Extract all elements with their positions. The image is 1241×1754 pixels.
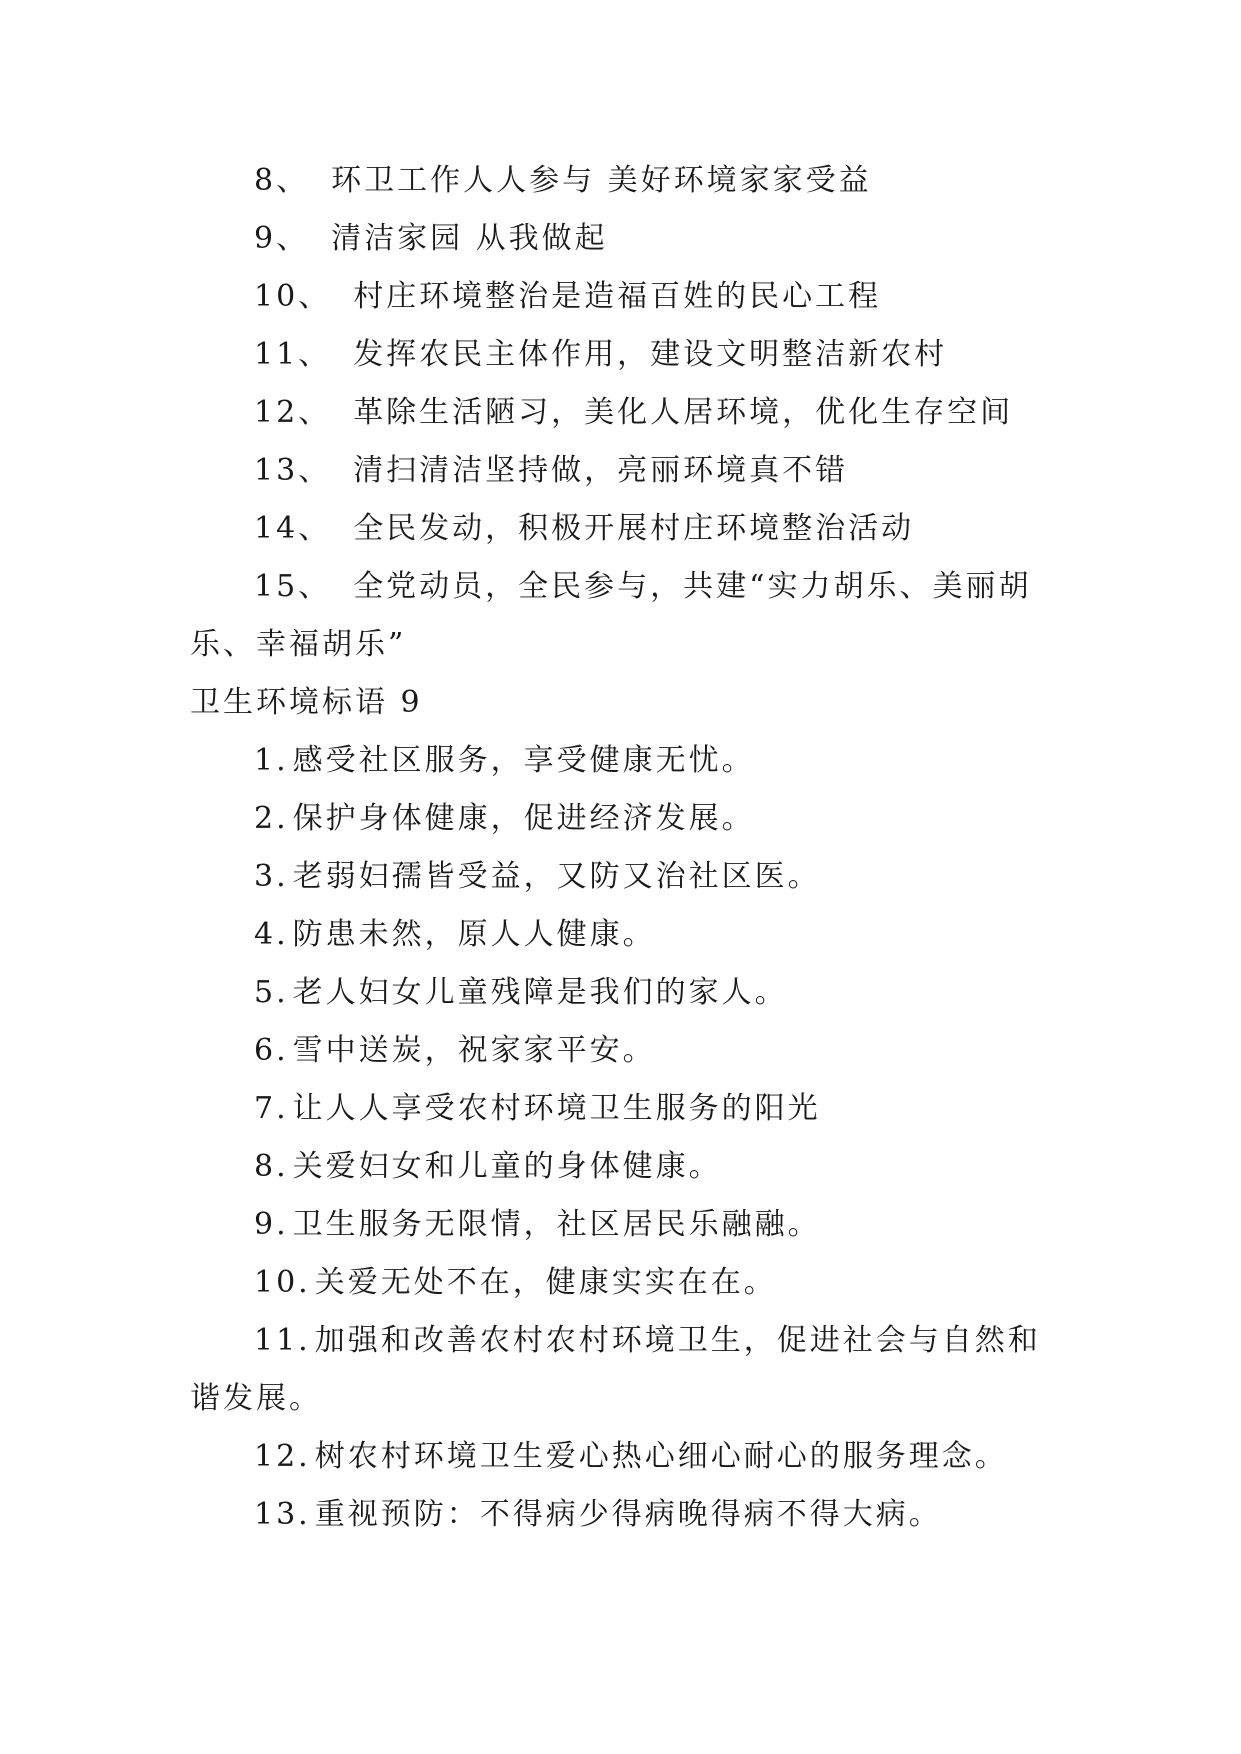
item-number: 9. bbox=[254, 1207, 289, 1242]
item-text: 清洁家园 从我做起 bbox=[331, 221, 608, 256]
item-text: 全民发动，积极开展村庄环境整治活动 bbox=[353, 511, 915, 546]
list-item bbox=[190, 1486, 1070, 1544]
item-text: 老弱妇孺皆受益，又防又治社区医。 bbox=[292, 859, 821, 894]
item-text: 让人人享受农村环境卫生服务的阳光 bbox=[292, 1091, 821, 1126]
list-item bbox=[190, 1196, 1070, 1254]
list-item bbox=[190, 500, 1070, 558]
item-number: 7. bbox=[254, 1091, 289, 1126]
list-item bbox=[190, 1080, 1070, 1138]
item-number: 6. bbox=[254, 1033, 289, 1068]
item-text: 感受社区服务，享受健康无忧。 bbox=[292, 743, 755, 778]
item-text: 关爱无处不在，健康实实在在。 bbox=[314, 1265, 777, 1300]
item-number: 8. bbox=[254, 1149, 289, 1184]
list-item bbox=[190, 1428, 1070, 1486]
list-item bbox=[190, 732, 1070, 790]
list-item bbox=[190, 790, 1070, 848]
item-text: 老人妇女儿童残障是我们的家人。 bbox=[292, 975, 788, 1010]
list-item bbox=[190, 210, 1070, 268]
list-item bbox=[190, 1312, 1070, 1370]
item-text: 树农村环境卫生爱心热心细心耐心的服务理念。 bbox=[314, 1439, 1008, 1474]
list-item-continuation: 谐发展。 bbox=[190, 1381, 322, 1416]
list-item bbox=[190, 152, 1070, 210]
item-text: 清扫清洁坚持做，亮丽环境真不错 bbox=[353, 453, 849, 488]
list-item-continuation: 乐、幸福胡乐” bbox=[190, 627, 407, 662]
item-number: 8、 bbox=[254, 163, 310, 198]
item-text: 环卫工作人人参与 美好环境家家受益 bbox=[331, 163, 872, 198]
item-number: 10、 bbox=[254, 279, 332, 314]
item-text: 村庄环境整治是造福百姓的民心工程 bbox=[353, 279, 882, 314]
item-number: 11、 bbox=[254, 337, 332, 372]
list-item bbox=[190, 558, 1070, 616]
item-number: 13、 bbox=[254, 453, 332, 488]
item-number: 14、 bbox=[254, 511, 332, 546]
item-number: 9、 bbox=[254, 221, 310, 256]
item-text: 重视预防：不得病少得病晚得病不得大病。 bbox=[314, 1497, 942, 1532]
item-text: 加强和改善农村农村环境卫生，促进社会与自然和 bbox=[314, 1323, 1041, 1358]
item-number: 15、 bbox=[254, 569, 332, 604]
item-number: 12、 bbox=[254, 395, 332, 430]
item-number: 4. bbox=[254, 917, 289, 952]
item-text: 发挥农民主体作用，建设文明整洁新农村 bbox=[353, 337, 948, 372]
list-item bbox=[190, 442, 1070, 500]
list-item bbox=[190, 964, 1070, 1022]
list-item bbox=[190, 906, 1070, 964]
list-item bbox=[190, 384, 1070, 442]
item-number: 2. bbox=[254, 801, 289, 836]
item-number: 11. bbox=[254, 1323, 311, 1358]
item-number: 3. bbox=[254, 859, 289, 894]
item-text: 防患未然，原人人健康。 bbox=[292, 917, 656, 952]
item-number: 10. bbox=[254, 1265, 311, 1300]
list-item bbox=[190, 848, 1070, 906]
list-item bbox=[190, 326, 1070, 384]
item-text: 全党动员，全民参与，共建“实力胡乐、美丽胡 bbox=[353, 569, 1032, 604]
item-text: 卫生服务无限情，社区居民乐融融。 bbox=[292, 1207, 821, 1242]
list-item bbox=[190, 1254, 1070, 1312]
item-text: 革除生活陋习，美化人居环境，优化生存空间 bbox=[353, 395, 1014, 430]
item-number: 1. bbox=[254, 743, 289, 778]
item-text: 保护身体健康，促进经济发展。 bbox=[292, 801, 755, 836]
list-item bbox=[190, 1138, 1070, 1196]
list-item bbox=[190, 1022, 1070, 1080]
item-text: 关爱妇女和儿童的身体健康。 bbox=[292, 1149, 722, 1184]
list-item bbox=[190, 268, 1070, 326]
item-number: 12. bbox=[254, 1439, 311, 1474]
item-number: 13. bbox=[254, 1497, 311, 1532]
section-heading: 卫生环境标语 9 bbox=[190, 685, 423, 720]
item-number: 5. bbox=[254, 975, 289, 1010]
item-text: 雪中送炭，祝家家平安。 bbox=[292, 1033, 656, 1068]
